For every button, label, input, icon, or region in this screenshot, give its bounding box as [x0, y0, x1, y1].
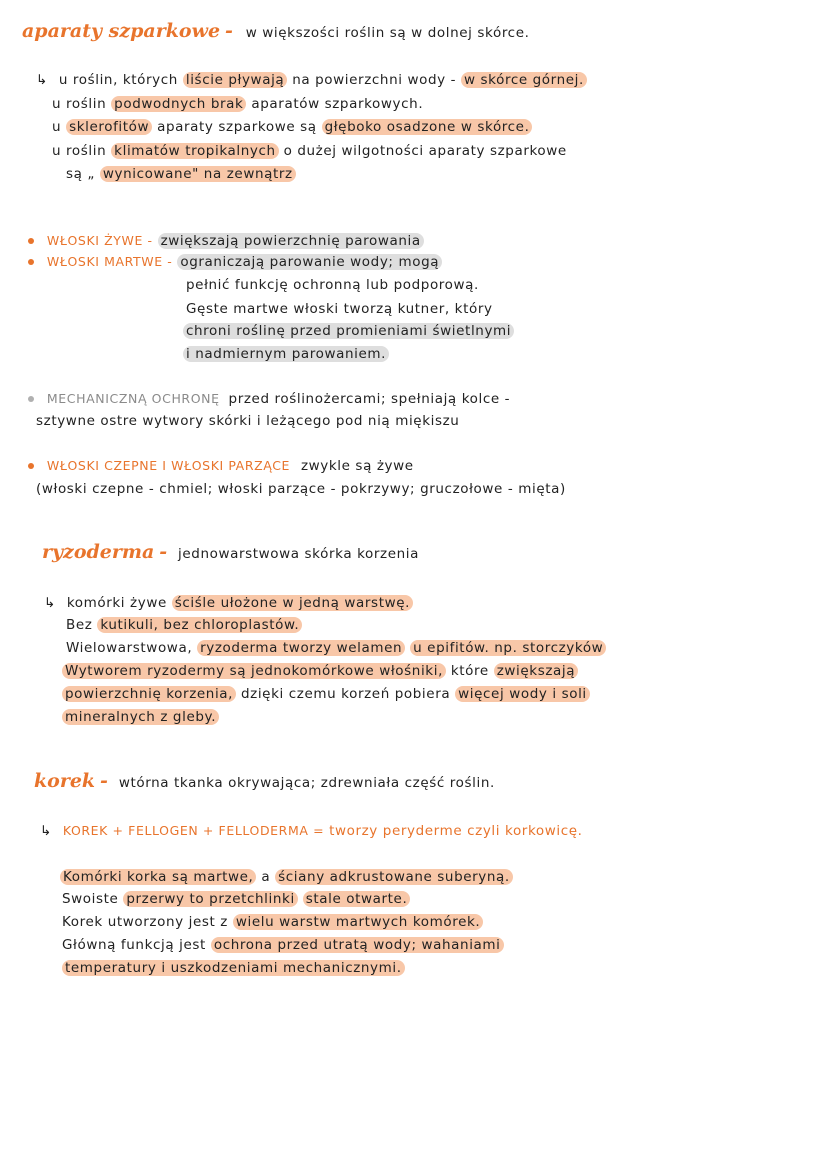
text: u roślin, których: [58, 72, 178, 88]
highlight: wynicowane" na zewnątrz: [100, 166, 296, 182]
highlight: sklerofitów: [66, 119, 152, 135]
text: pełnić funkcję ochronną lub podporową.: [186, 277, 479, 293]
text: u roślin: [52, 96, 107, 112]
hairs-bullet-3: [28, 390, 510, 408]
cork-heading-line: [34, 772, 495, 792]
text: aparaty szparkowe są: [157, 119, 317, 135]
highlight: Wytworem ryzodermy są jednokomórkowe włośniki,: [62, 663, 446, 679]
bullet-icon: [28, 238, 34, 244]
text: są „: [66, 166, 95, 182]
text: u: [52, 119, 62, 135]
text: które: [450, 663, 489, 679]
highlight: ograniczają parowanie wody; mogą: [177, 254, 442, 270]
highlight: kutikuli, bez chloroplastów.: [97, 617, 302, 633]
highlight: powierzchnię korzenia,: [62, 686, 236, 702]
title-dash: -: [159, 541, 168, 563]
label: MECHANICZNĄ OCHRONĘ: [46, 391, 220, 406]
cork-line-2: [62, 890, 410, 908]
cork-intro: wtórna tkanka okrywająca; zdrewniała część roślin.: [118, 775, 495, 791]
cork-line-1: [60, 868, 513, 886]
text: u roślin: [52, 143, 107, 159]
text: na powierzchni wody -: [292, 72, 457, 88]
rhizodermis-line-6: [62, 708, 219, 726]
highlight: przerwy to przetchlinki: [123, 891, 297, 907]
text: Bez: [66, 617, 93, 633]
bullet-icon: [28, 463, 34, 469]
hairs-line-6: [183, 345, 389, 363]
cork-line-5: [62, 959, 405, 977]
highlight: u epifitów. np. storczyków: [410, 640, 606, 656]
stomata-line-2: [52, 95, 423, 113]
stomata-line-4: [52, 142, 567, 160]
bullet-icon: [28, 396, 34, 402]
hairs-line-10: [36, 480, 566, 498]
highlight: więcej wody i soli: [455, 686, 590, 702]
stomata-line-3: [52, 118, 532, 136]
arrow-icon: ↳: [36, 72, 48, 88]
bullet-icon: [28, 259, 34, 265]
highlight: chroni roślinę przed promieniami świetlnymi: [183, 323, 514, 339]
rhizodermis-title: ryzoderma: [42, 541, 155, 563]
label: WŁOSKI ŻYWE -: [46, 233, 153, 248]
text: Swoiste: [62, 891, 119, 907]
label: WŁOSKI MARTWE -: [46, 254, 173, 269]
highlight: stale otwarte.: [303, 891, 411, 907]
highlight: podwodnych brak: [111, 96, 246, 112]
cork-line-3: [62, 913, 483, 931]
text: sztywne ostre wytwory skórki i leżącego pod nią miękiszu: [36, 413, 460, 429]
arrow-icon: ↳: [44, 595, 56, 611]
stomata-heading-line: [22, 22, 530, 42]
text: aparatów szparkowych.: [251, 96, 424, 112]
rhizodermis-line-1: [44, 594, 413, 612]
text: komórki żywe: [66, 595, 167, 611]
hairs-line-3: [186, 276, 479, 294]
highlight: ryzoderma tworzy welamen: [197, 640, 405, 656]
rhizodermis-line-5: [62, 685, 590, 703]
highlight: ochrona przed utratą wody; wahaniami: [211, 937, 504, 953]
hairs-line-4: [186, 300, 493, 318]
cork-line-4: [62, 936, 504, 954]
highlight: i nadmiernym parowaniem.: [183, 346, 389, 362]
text: o dużej wilgotności aparaty szparkowe: [283, 143, 567, 159]
text: Korek utworzony jest z: [62, 914, 228, 930]
label: WŁOSKI CZEPNE I WŁOSKI PARZĄCE: [46, 458, 291, 473]
text: Wielowarstwowa,: [66, 640, 193, 656]
highlight: w skórce górnej.: [461, 72, 587, 88]
highlight: wielu warstw martwych komórek.: [233, 914, 483, 930]
rhizodermis-line-4: [62, 662, 578, 680]
stomata-line-5: [66, 165, 296, 183]
title-dash: -: [224, 20, 233, 42]
formula: KOREK + FELLOGEN + FELLODERMA =: [62, 823, 325, 838]
title-dash: -: [100, 770, 108, 792]
rhizodermis-heading-line: [42, 543, 419, 563]
highlight: mineralnych z gleby.: [62, 709, 219, 725]
rhizodermis-intro: jednowarstwowa skórka korzenia: [178, 546, 419, 562]
highlight: liście pływają: [183, 72, 287, 88]
text: Główną funkcją jest: [62, 937, 206, 953]
highlight: zwiększają: [494, 663, 578, 679]
arrow-icon: ↳: [40, 823, 52, 839]
formula-result: tworzy peryderme czyli korkowicę.: [329, 823, 583, 839]
text: zwykle są żywe: [300, 458, 414, 474]
highlight: Komórki korka są martwe,: [60, 869, 256, 885]
stomata-title: aparaty szparkowe: [22, 20, 221, 42]
highlight: ściany adkrustowane suberyną.: [275, 869, 513, 885]
cork-title: korek: [34, 770, 96, 792]
stomata-intro: w większości roślin są w dolnej skórce.: [245, 25, 530, 41]
rhizodermis-line-2: [66, 616, 302, 634]
highlight: głęboko osadzone w skórce.: [322, 119, 533, 135]
highlight: ściśle ułożone w jedną warstwę.: [172, 595, 413, 611]
hairs-bullet-4: [28, 457, 414, 475]
highlight: temperatury i uszkodzeniami mechanicznymi.: [62, 960, 405, 976]
stomata-line-1: [36, 71, 587, 89]
highlight: klimatów tropikalnych: [111, 143, 278, 159]
text: (włoski czepne - chmiel; włoski parzące - pokrzywy; gruczołowe - mięta): [36, 481, 566, 497]
text: Gęste martwe włoski tworzą kutner, który: [186, 301, 493, 317]
hairs-line-8: [36, 412, 459, 430]
cork-formula-line: [40, 822, 583, 840]
hairs-bullet-1: [28, 232, 424, 250]
hairs-line-5: [183, 322, 514, 340]
text: przed roślinożercami; spełniają kolce -: [228, 391, 511, 407]
text: dzięki czemu korzeń pobiera: [240, 686, 451, 702]
hairs-bullet-2: [28, 253, 442, 271]
highlight: zwiększają powierzchnię parowania: [158, 233, 424, 249]
text: a: [261, 869, 271, 885]
rhizodermis-line-3: [66, 639, 606, 657]
